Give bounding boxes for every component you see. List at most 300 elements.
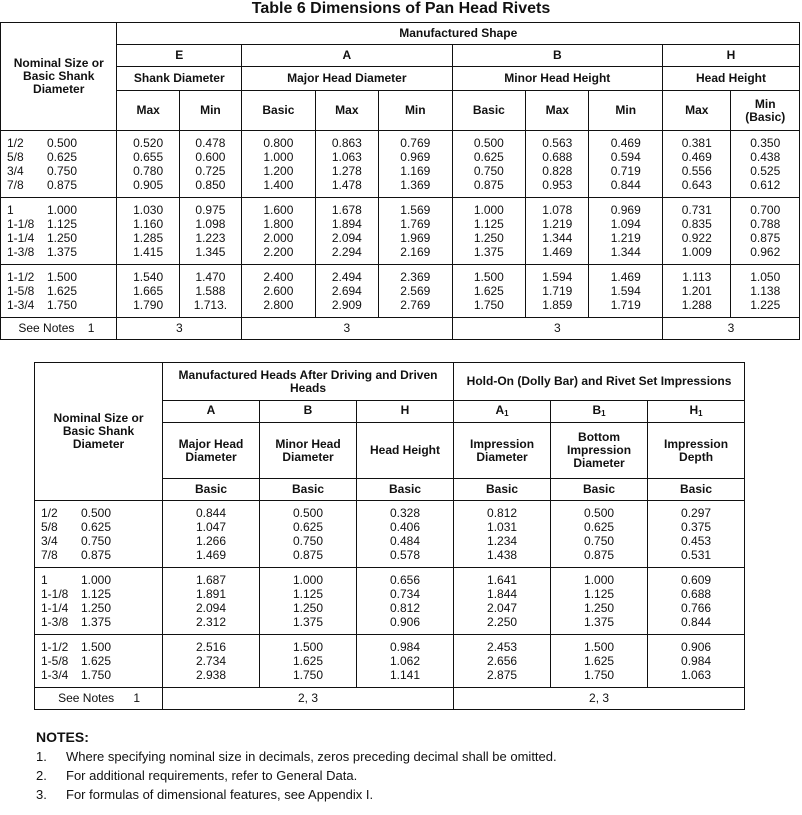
value: 0.625: [584, 520, 615, 534]
subheader: Basic: [551, 479, 648, 501]
letter-header: B: [452, 45, 662, 67]
value: 2.294: [331, 245, 362, 259]
fraction-size: 1/2: [7, 136, 24, 150]
value: 1.469: [610, 270, 641, 284]
group-header: Manufactured Shape: [117, 23, 800, 45]
value: 1.009: [681, 245, 712, 259]
notes-ref: 3: [663, 318, 800, 340]
value-cell: [379, 131, 453, 198]
value: 1.125: [292, 587, 324, 601]
value: 1.050: [750, 270, 781, 284]
value: 1.769: [400, 217, 431, 231]
value: 0.812: [390, 601, 421, 615]
letter-header: H: [663, 45, 800, 67]
value: 0.478: [195, 136, 226, 150]
value: 0.984: [681, 654, 712, 668]
value-cell: [260, 635, 357, 688]
value: 0.655: [133, 150, 164, 164]
value: 0.500: [473, 136, 504, 150]
value: 0.688: [542, 150, 573, 164]
feature-header: Shank Diameter: [117, 67, 242, 91]
subheader: Basic: [242, 91, 316, 131]
value: 1.169: [400, 164, 431, 178]
value: 2.047: [487, 601, 518, 615]
notes-ref: 3: [242, 318, 452, 340]
value: 1.047: [195, 520, 227, 534]
value: 0.766: [681, 601, 712, 615]
letter-subscript: 1: [504, 408, 509, 418]
subheader: Min: [179, 91, 241, 131]
value: 0.328: [390, 506, 421, 520]
feature-header: Head Height: [357, 423, 454, 479]
subheader: Max: [315, 91, 378, 131]
size-line: [41, 548, 162, 562]
fraction-size: 1-3/4: [41, 668, 69, 682]
value: 2.938: [195, 668, 227, 682]
value: 1.594: [610, 284, 641, 298]
see-notes-cell: [1, 318, 117, 340]
size-line: [41, 587, 162, 601]
value: 2.453: [487, 640, 518, 654]
decimal-size: 0.875: [81, 548, 112, 562]
value: 2.694: [331, 284, 362, 298]
value: 2.094: [331, 231, 362, 245]
value: 0.750: [584, 534, 615, 548]
value: 1.500: [584, 640, 615, 654]
value: 0.769: [400, 136, 431, 150]
letter-subscript: 1: [698, 408, 703, 418]
value: 0.484: [390, 534, 421, 548]
value: 0.906: [681, 640, 712, 654]
see-notes-number: 1: [133, 691, 140, 705]
size-line: [41, 573, 162, 587]
value: 1.160: [133, 217, 164, 231]
value: 1.266: [195, 534, 227, 548]
decimal-size: 0.875: [47, 178, 78, 192]
decimal-size: 1.500: [47, 270, 78, 284]
value: 2.600: [263, 284, 294, 298]
value: 0.375: [681, 520, 712, 534]
note-item: [36, 747, 557, 766]
value: 1.000: [473, 203, 504, 217]
value: 1.969: [400, 231, 431, 245]
value: 2.769: [400, 298, 431, 312]
group-header: Manufactured Heads After Driving and Driven Heads: [163, 363, 454, 401]
fraction-size: 3/4: [41, 534, 58, 548]
value: 0.953: [542, 178, 573, 192]
value: 1.569: [400, 203, 431, 217]
value: 0.469: [610, 136, 641, 150]
feature-header: Impression Diameter: [454, 423, 551, 479]
note-text: Where specifying nominal size in decimals, zeros preceding decimal shall be omitted.: [66, 749, 557, 764]
size-line: [7, 203, 116, 217]
value-cell: [551, 568, 648, 635]
feature-header: Minor Head Height: [452, 67, 662, 91]
value: 0.800: [263, 136, 294, 150]
value: 2.516: [195, 640, 227, 654]
value: 1.063: [681, 668, 712, 682]
value: 0.725: [195, 164, 226, 178]
group-header: Hold-On (Dolly Bar) and Rivet Set Impressions: [454, 363, 745, 401]
value: 1.219: [610, 231, 641, 245]
value-cell: [452, 131, 526, 198]
fraction-size: 5/8: [41, 520, 58, 534]
size-cell: [1, 265, 117, 318]
value-cell: [663, 198, 731, 265]
size-line: [7, 284, 116, 298]
value: 1.369: [400, 178, 431, 192]
value-cell: [179, 265, 241, 318]
value: 1.125: [584, 587, 615, 601]
size-line: [7, 217, 116, 231]
value: 1.891: [195, 587, 227, 601]
value-cell: [260, 501, 357, 568]
note-text: For additional requirements, refer to General Data.: [66, 768, 358, 783]
value: 1.125: [473, 217, 504, 231]
value: 1.719: [542, 284, 573, 298]
size-cell: [1, 198, 117, 265]
value: 1.713.: [193, 298, 228, 312]
fraction-size: 1-3/8: [7, 245, 35, 259]
value: 0.612: [750, 178, 781, 192]
subheader: Max: [526, 91, 589, 131]
value: 0.500: [584, 506, 615, 520]
value-cell: [454, 501, 551, 568]
decimal-size: 1.375: [81, 615, 112, 629]
value-cell: [731, 265, 800, 318]
notes-ref: 3: [117, 318, 242, 340]
decimal-size: 1.250: [47, 231, 78, 245]
value: 0.297: [681, 506, 712, 520]
value: 0.863: [331, 136, 362, 150]
value: 2.800: [263, 298, 294, 312]
note-text: For formulas of dimensional features, see Appendix I.: [66, 787, 374, 802]
size-line: [7, 298, 116, 312]
value-cell: [551, 501, 648, 568]
value: 1.375: [584, 615, 615, 629]
subheader: Basic: [648, 479, 745, 501]
letter-header: [357, 401, 454, 423]
value: 0.520: [133, 136, 164, 150]
letter: A: [206, 402, 216, 417]
value: 0.406: [390, 520, 421, 534]
size-cell: [35, 635, 163, 688]
value: 1.200: [263, 164, 294, 178]
size-line: [7, 150, 116, 164]
decimal-size: 0.500: [47, 136, 78, 150]
value: 2.569: [400, 284, 431, 298]
letter-header: [163, 401, 260, 423]
subheader: Min (Basic): [731, 91, 800, 131]
subheader: Max: [663, 91, 731, 131]
value: 1.678: [331, 203, 362, 217]
value: 0.875: [584, 548, 615, 562]
value: 1.219: [542, 217, 573, 231]
letter-header: E: [117, 45, 242, 67]
value-cell: [526, 265, 589, 318]
fraction-size: 1-1/2: [41, 640, 69, 654]
value: 1.790: [133, 298, 164, 312]
decimal-size: 1.250: [81, 601, 112, 615]
value-cell: [648, 635, 745, 688]
value-cell: [117, 131, 179, 198]
subheader: Basic: [260, 479, 357, 501]
table-row-group: [35, 568, 745, 635]
value: 1.469: [542, 245, 573, 259]
value: 1.469: [195, 548, 227, 562]
subheader: Max: [117, 91, 179, 131]
value: 0.850: [195, 178, 226, 192]
corner-label: Nominal Size or Basic Shank Diameter: [35, 363, 163, 501]
value-cell: [179, 131, 241, 198]
value: 1.588: [195, 284, 226, 298]
value: 0.719: [610, 164, 641, 178]
note-number: 3.: [36, 787, 47, 802]
value: 1.415: [133, 245, 164, 259]
value: 1.030: [133, 203, 164, 217]
value: 1.540: [133, 270, 164, 284]
value: 0.531: [681, 548, 712, 562]
decimal-size: 0.500: [81, 506, 112, 520]
value: 0.962: [750, 245, 781, 259]
letter: B: [303, 402, 313, 417]
value: 0.969: [400, 150, 431, 164]
value-cell: [648, 568, 745, 635]
size-line: [41, 654, 162, 668]
value: 1.625: [584, 654, 615, 668]
value: 1.859: [542, 298, 573, 312]
value-cell: [589, 131, 663, 198]
decimal-size: 1.625: [47, 284, 78, 298]
value: 2.875: [487, 668, 518, 682]
value: 1.062: [390, 654, 421, 668]
value: 2.000: [263, 231, 294, 245]
value: 1.278: [331, 164, 362, 178]
value: 1.844: [487, 587, 518, 601]
decimal-size: 1.625: [81, 654, 112, 668]
value: 1.470: [195, 270, 226, 284]
decimal-size: 0.625: [47, 150, 78, 164]
value-cell: [242, 265, 316, 318]
value: 0.875: [750, 231, 781, 245]
fraction-size: 1-1/2: [7, 270, 35, 284]
value: 2.494: [331, 270, 362, 284]
size-line: [7, 178, 116, 192]
letter-header: [648, 401, 745, 423]
decimal-size: 1.750: [47, 298, 78, 312]
feature-header: Major Head Diameter: [242, 67, 452, 91]
value: 1.141: [390, 668, 421, 682]
value: 1.750: [473, 298, 504, 312]
value: 0.469: [681, 150, 712, 164]
size-line: [41, 601, 162, 615]
value-cell: [315, 198, 378, 265]
value: 1.344: [610, 245, 641, 259]
size-line: [7, 164, 116, 178]
value: 0.578: [390, 548, 421, 562]
value: 0.500: [292, 506, 324, 520]
value: 0.835: [681, 217, 712, 231]
subheader: Basic: [357, 479, 454, 501]
feature-header: Impression Depth: [648, 423, 745, 479]
value-cell: [242, 198, 316, 265]
value-cell: [526, 198, 589, 265]
value: 0.969: [610, 203, 641, 217]
subheader: Basic: [163, 479, 260, 501]
value-cell: [242, 131, 316, 198]
value-cell: [452, 265, 526, 318]
value-cell: [551, 635, 648, 688]
value: 2.400: [263, 270, 294, 284]
value: 1.625: [473, 284, 504, 298]
size-cell: [35, 501, 163, 568]
value: 1.223: [195, 231, 226, 245]
value: 0.734: [390, 587, 421, 601]
value: 2.250: [487, 615, 518, 629]
decimal-size: 1.000: [81, 573, 112, 587]
letter-header: A: [242, 45, 452, 67]
value-cell: [454, 568, 551, 635]
see-notes-label: See Notes: [58, 691, 115, 705]
subheader: Basic: [452, 91, 526, 131]
note-item: [36, 785, 557, 804]
value: 0.975: [195, 203, 226, 217]
value: 1.375: [473, 245, 504, 259]
value: 1.345: [195, 245, 226, 259]
value-cell: [315, 131, 378, 198]
size-line: [7, 136, 116, 150]
value: 1.098: [195, 217, 226, 231]
note-number: 2.: [36, 768, 47, 783]
value: 1.225: [750, 298, 781, 312]
value: 1.750: [584, 668, 615, 682]
value: 2.169: [400, 245, 431, 259]
value: 1.641: [487, 573, 518, 587]
table-row-group: [1, 265, 800, 318]
fraction-size: 7/8: [7, 178, 24, 192]
value: 1.665: [133, 284, 164, 298]
value: 0.625: [292, 520, 324, 534]
size-line: [7, 231, 116, 245]
value-cell: [663, 265, 731, 318]
value: 1.719: [610, 298, 641, 312]
see-notes-number: 1: [87, 321, 95, 335]
table-row-group: [1, 198, 800, 265]
value-cell: [526, 131, 589, 198]
value-cell: [454, 635, 551, 688]
note-number: 1.: [36, 749, 47, 764]
value: 1.478: [331, 178, 362, 192]
value: 1.288: [681, 298, 712, 312]
decimal-size: 0.625: [81, 520, 112, 534]
value: 1.201: [681, 284, 712, 298]
value: 1.078: [542, 203, 573, 217]
fraction-size: 1-3/4: [7, 298, 35, 312]
value: 2.734: [195, 654, 227, 668]
value-cell: [589, 198, 663, 265]
notes-ref: 2, 3: [163, 688, 454, 710]
decimal-size: 1.500: [81, 640, 112, 654]
subheader: Min: [379, 91, 453, 131]
value: 1.138: [750, 284, 781, 298]
decimal-size: 1.000: [47, 203, 78, 217]
see-notes-cell: [35, 688, 163, 710]
feature-header: Bottom Impression Diameter: [551, 423, 648, 479]
see-notes-label: See Notes: [18, 321, 75, 335]
feature-header: Major Head Diameter: [163, 423, 260, 479]
table-row-group: [1, 131, 800, 198]
value: 0.844: [195, 506, 227, 520]
value: 1.594: [542, 270, 573, 284]
subheader: Basic: [454, 479, 551, 501]
value: 2.312: [195, 615, 227, 629]
value: 0.688: [681, 587, 712, 601]
fraction-size: 1-1/4: [41, 601, 69, 615]
value: 0.600: [195, 150, 226, 164]
decimal-size: 0.750: [81, 534, 112, 548]
value: 2.656: [487, 654, 518, 668]
value-cell: [452, 198, 526, 265]
size-line: [41, 520, 162, 534]
table-row-group: [35, 501, 745, 568]
value: 0.788: [750, 217, 781, 231]
value-cell: [731, 131, 800, 198]
letter: H: [689, 402, 699, 417]
value: 1.000: [263, 150, 294, 164]
value: 0.594: [610, 150, 641, 164]
size-line: [7, 245, 116, 259]
table-row-group: [35, 635, 745, 688]
decimal-size: 1.375: [47, 245, 78, 259]
value: 1.500: [292, 640, 324, 654]
value: 1.031: [487, 520, 518, 534]
size-line: [7, 270, 116, 284]
value-cell: [357, 501, 454, 568]
value-cell: [163, 501, 260, 568]
value: 0.563: [542, 136, 573, 150]
letter-header: [260, 401, 357, 423]
notes-ref: 3: [452, 318, 662, 340]
value: 2.909: [331, 298, 362, 312]
value: 1.234: [487, 534, 518, 548]
value: 2.369: [400, 270, 431, 284]
value: 0.731: [681, 203, 712, 217]
value: 1.250: [473, 231, 504, 245]
fraction-size: 1-1/8: [7, 217, 35, 231]
value: 1.344: [542, 231, 573, 245]
value: 0.812: [487, 506, 518, 520]
driven-heads-table: [34, 362, 745, 710]
value: 1.250: [584, 601, 615, 615]
value: 1.250: [292, 601, 324, 615]
value: 0.625: [473, 150, 504, 164]
value: 1.600: [263, 203, 294, 217]
value: 1.500: [473, 270, 504, 284]
size-line: [41, 506, 162, 520]
fraction-size: 1: [41, 573, 48, 587]
value-cell: [589, 265, 663, 318]
value: 0.643: [681, 178, 712, 192]
value: 0.656: [390, 573, 421, 587]
value-cell: [260, 568, 357, 635]
value: 0.828: [542, 164, 573, 178]
value-cell: [117, 198, 179, 265]
size-cell: [1, 131, 117, 198]
letter: H: [400, 402, 410, 417]
value: 1.113: [682, 270, 712, 284]
decimal-size: 1.125: [81, 587, 112, 601]
value-cell: [731, 198, 800, 265]
